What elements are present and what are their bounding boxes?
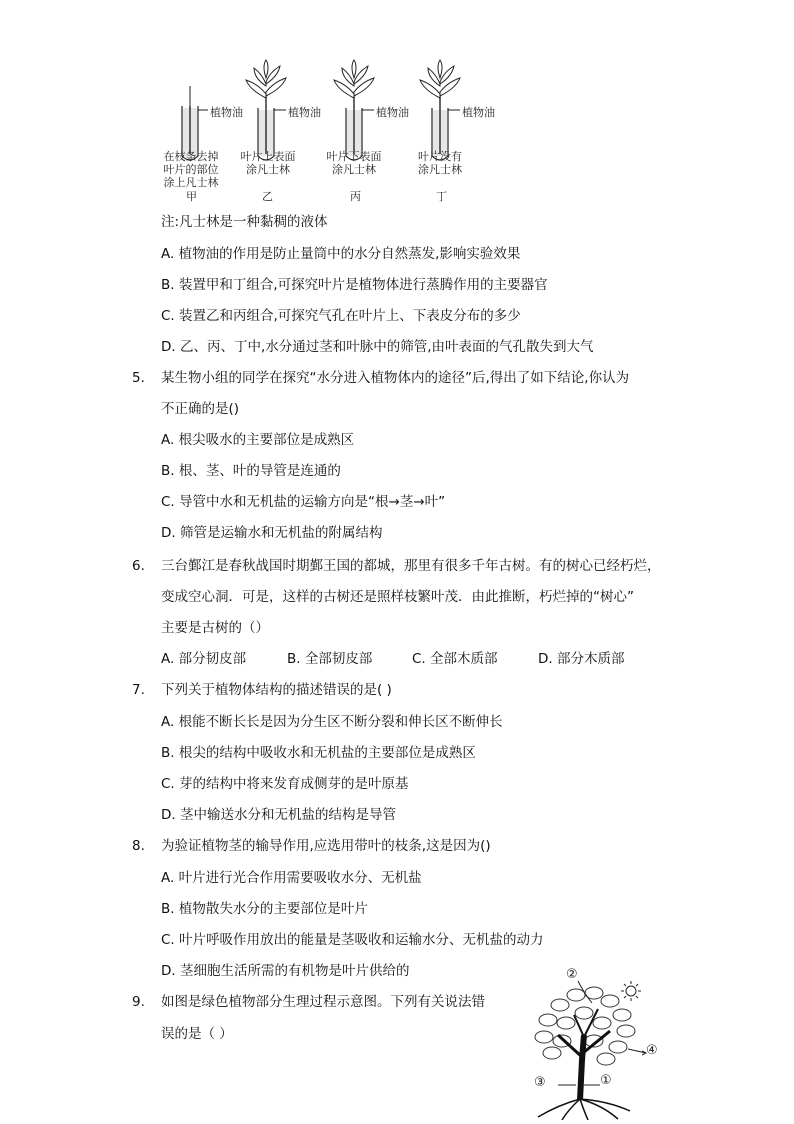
tag-bing: 丙 — [350, 190, 361, 203]
q7-option-a: A. 根能不断长长是因为分生区不断分裂和伸长区不断伸长 — [161, 714, 503, 730]
tag-ding: 丁 — [436, 190, 447, 203]
label-3: ③ — [534, 1075, 546, 1090]
caption-ding: 叶片没有 涂凡士林 — [418, 150, 462, 176]
experiment-figure — [150, 58, 530, 208]
q8-option-a: A. 叶片进行光合作用需要吸收水分、无机盐 — [161, 870, 422, 886]
q5-stem-line-1: 某生物小组的同学在探究“水分进入植物体内的途径”后,得出了如下结论,你认为 — [161, 370, 630, 386]
oil-label-yi: 植物油 — [288, 106, 321, 119]
q8-stem: 为验证植物茎的输导作用,应选用带叶的枝条,这是因为() — [161, 838, 491, 854]
q7-option-b: B. 根尖的结构中吸收水和无机盐的主要部位是成熟区 — [161, 745, 476, 761]
q4-option-b: B. 装置甲和丁组合,可探究叶片是植物体进行蒸腾作用的主要器官 — [161, 277, 548, 293]
q6-option-a: A. 部分韧皮部 — [161, 651, 247, 667]
q9-number: 9. — [132, 994, 145, 1010]
q9-stem-line-2: 误的是（ ） — [161, 1026, 233, 1042]
label-4: ④ — [646, 1043, 658, 1058]
q4-option-a: A. 植物油的作用是防止量筒中的水分自然蒸发,影响实验效果 — [161, 246, 521, 262]
q8-option-b: B. 植物散失水分的主要部位是叶片 — [161, 901, 368, 917]
tube-ding — [420, 60, 460, 160]
caption-bing: 叶片下表面 涂凡士林 — [326, 150, 382, 176]
q6-stem-line-1: 三台鄞江是春秋战国时期鄞王国的都城，那里有很多千年古树。有的树心已经朽烂， — [161, 558, 661, 574]
tag-yi: 乙 — [262, 190, 273, 203]
sun-icon — [621, 981, 641, 1001]
q6-option-d: D. 部分木质部 — [538, 651, 625, 667]
q6-option-c: C. 全部木质部 — [412, 651, 498, 667]
tube-jia — [182, 86, 208, 160]
q6-stem-line-3: 主要是古树的（） — [161, 620, 269, 636]
label-2: ② — [566, 967, 578, 982]
figure-note: 注:凡士林是一种黏稠的液体 — [161, 214, 328, 230]
q4-option-d: D. 乙、丙、丁中,水分通过茎和叶脉中的筛管,由叶表面的气孔散失到大气 — [161, 339, 594, 355]
oil-label-bing: 植物油 — [376, 106, 409, 119]
q9-stem-line-1: 如图是绿色植物部分生理过程示意图。下列有关说法错 — [161, 994, 485, 1010]
tag-jia: 甲 — [186, 190, 197, 203]
tube-yi — [246, 60, 286, 160]
oil-label-ding: 植物油 — [462, 106, 495, 119]
q5-stem-line-2: 不正确的是() — [161, 401, 240, 417]
tree-roots — [538, 1099, 630, 1120]
q8-number: 8. — [132, 838, 145, 854]
q6-stem-line-2: 变成空心洞．可是，这样的古树还是照样枝繁叶茂．由此推断，朽烂掉的“树心” — [161, 589, 634, 605]
q7-option-d: D. 茎中输送水分和无机盐的结构是导管 — [161, 807, 396, 823]
tree-figure — [518, 965, 668, 1120]
q4-option-c: C. 装置乙和丙组合,可探究气孔在叶片上、下表皮分布的多少 — [161, 308, 521, 324]
tube-bing — [334, 60, 374, 160]
caption-jia: 在枝条去掉 叶片的部位 涂上凡士林 — [163, 150, 219, 189]
q7-option-c: C. 芽的结构中将来发育成侧芽的是叶原基 — [161, 776, 409, 792]
q6-number: 6. — [132, 558, 145, 574]
q5-option-c: C. 导管中水和无机盐的运输方向是“根→茎→叶” — [161, 494, 446, 510]
q8-option-d: D. 茎细胞生活所需的有机物是叶片供给的 — [161, 963, 410, 979]
q5-option-d: D. 筛管是运输水和无机盐的附属结构 — [161, 525, 383, 541]
caption-yi: 叶片上表面 涂凡士林 — [240, 150, 296, 176]
q5-option-b: B. 根、茎、叶的导管是连通的 — [161, 463, 341, 479]
q5-number: 5. — [132, 370, 145, 386]
oil-label-jia: 植物油 — [210, 106, 243, 119]
label-1: ① — [600, 1073, 612, 1088]
q8-option-c: C. 叶片呼吸作用放出的能量是茎吸收和运输水分、无机盐的动力 — [161, 932, 544, 948]
q7-stem: 下列关于植物体结构的描述错误的是( ) — [161, 682, 392, 698]
q7-number: 7. — [132, 682, 145, 698]
q6-option-b: B. 全部韧皮部 — [287, 651, 373, 667]
q5-option-a: A. 根尖吸水的主要部位是成熟区 — [161, 432, 355, 448]
